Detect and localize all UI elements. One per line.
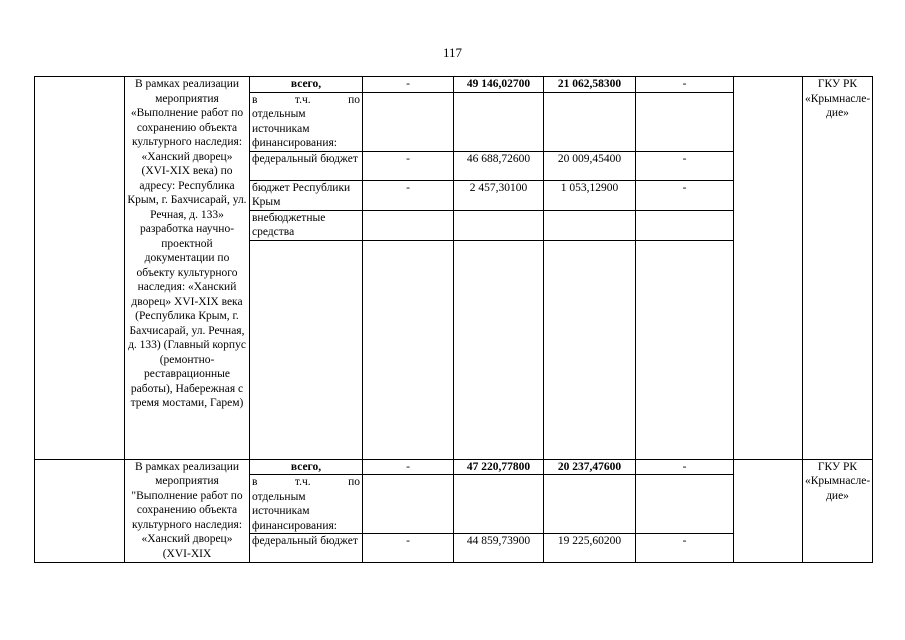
measure-description: В рамках реализации мероприятия «Выполнение работ по сохранению объекта культурного наследия: «Ханский дворец» (XVI-XIX века) по адресу: Республика Крым, г. Бахчисарай, ул. Речная, д. 133» разработка научно-проектной документации по объекту культурного наследия: «Ханский дворец» XVI-XIX века (Республика Крым, г. Бахчисарай, ул. Речная, д. 133) (Главный корпус (ремонтно-реставрационные работы), Набережная с тремя мостами, Гарем) [125,77,250,460]
total-value: 21 062,58300 [544,77,636,93]
empty-cell [454,210,544,240]
executor: ГКУ РК «Крымнасле-дие» [803,459,873,563]
empty-cell [734,77,803,460]
republic-value: - [636,180,734,210]
including-label-rest: отдельным источникам финансирования: [252,108,337,149]
empty-cell [544,240,636,459]
federal-value: 44 859,73900 [454,534,544,563]
empty-cell [636,475,734,534]
empty-cell [544,92,636,151]
including-label-rest: отдельным источникам финансирования: [252,490,337,532]
empty-cell [250,240,363,459]
including-label [250,475,363,534]
federal-value: 46 688,72600 [454,151,544,180]
republic-value: 2 457,30100 [454,180,544,210]
federal-value: - [363,534,454,563]
federal-value: 19 225,60200 [544,534,636,563]
empty-cell [636,92,734,151]
empty-cell [454,475,544,534]
empty-cell [363,475,454,534]
executor: ГКУ РК «Крымнасле-дие» [803,77,873,460]
total-value: 20 237,47600 [544,459,636,475]
empty-cell [544,475,636,534]
republic-budget-label: бюджет Республики Крым [250,180,363,210]
empty-cell [544,210,636,240]
empty-cell [636,240,734,459]
budget-table [34,76,873,563]
federal-value: - [363,151,454,180]
empty-cell [363,92,454,151]
total-value: 47 220,77800 [454,459,544,475]
empty-cell [454,240,544,459]
page-number: 117 [442,45,463,60]
federal-value: 20 009,45400 [544,151,636,180]
total-value: - [363,77,454,93]
including-label-first-line: в т.ч. по [252,93,360,106]
including-label [250,92,363,151]
empty-cell [734,459,803,563]
table-row [35,77,873,93]
empty-cell [454,92,544,151]
empty-cell [35,459,125,563]
total-label: всего, [250,77,363,93]
total-value: - [636,459,734,475]
total-value: - [636,77,734,93]
federal-budget-label: федеральный бюджет [250,534,363,563]
federal-value: - [636,151,734,180]
total-value: - [363,459,454,475]
table-row [35,459,873,475]
including-label-first-line: в т.ч. по [252,476,360,488]
measure-description: В рамках реализации мероприятия "Выполнение работ по сохранению объекта культурного наследия: «Ханский дворец» (XVI-XIX [125,459,250,563]
republic-value: - [363,180,454,210]
total-label: всего, [250,459,363,475]
empty-cell [636,210,734,240]
republic-value: 1 053,12900 [544,180,636,210]
federal-budget-label: федеральный бюджет [250,151,363,180]
empty-cell [363,210,454,240]
total-value: 49 146,02700 [454,77,544,93]
federal-value: - [636,534,734,563]
empty-cell [35,77,125,460]
empty-cell [363,240,454,459]
off-budget-label: внебюджетные средства [250,210,363,240]
